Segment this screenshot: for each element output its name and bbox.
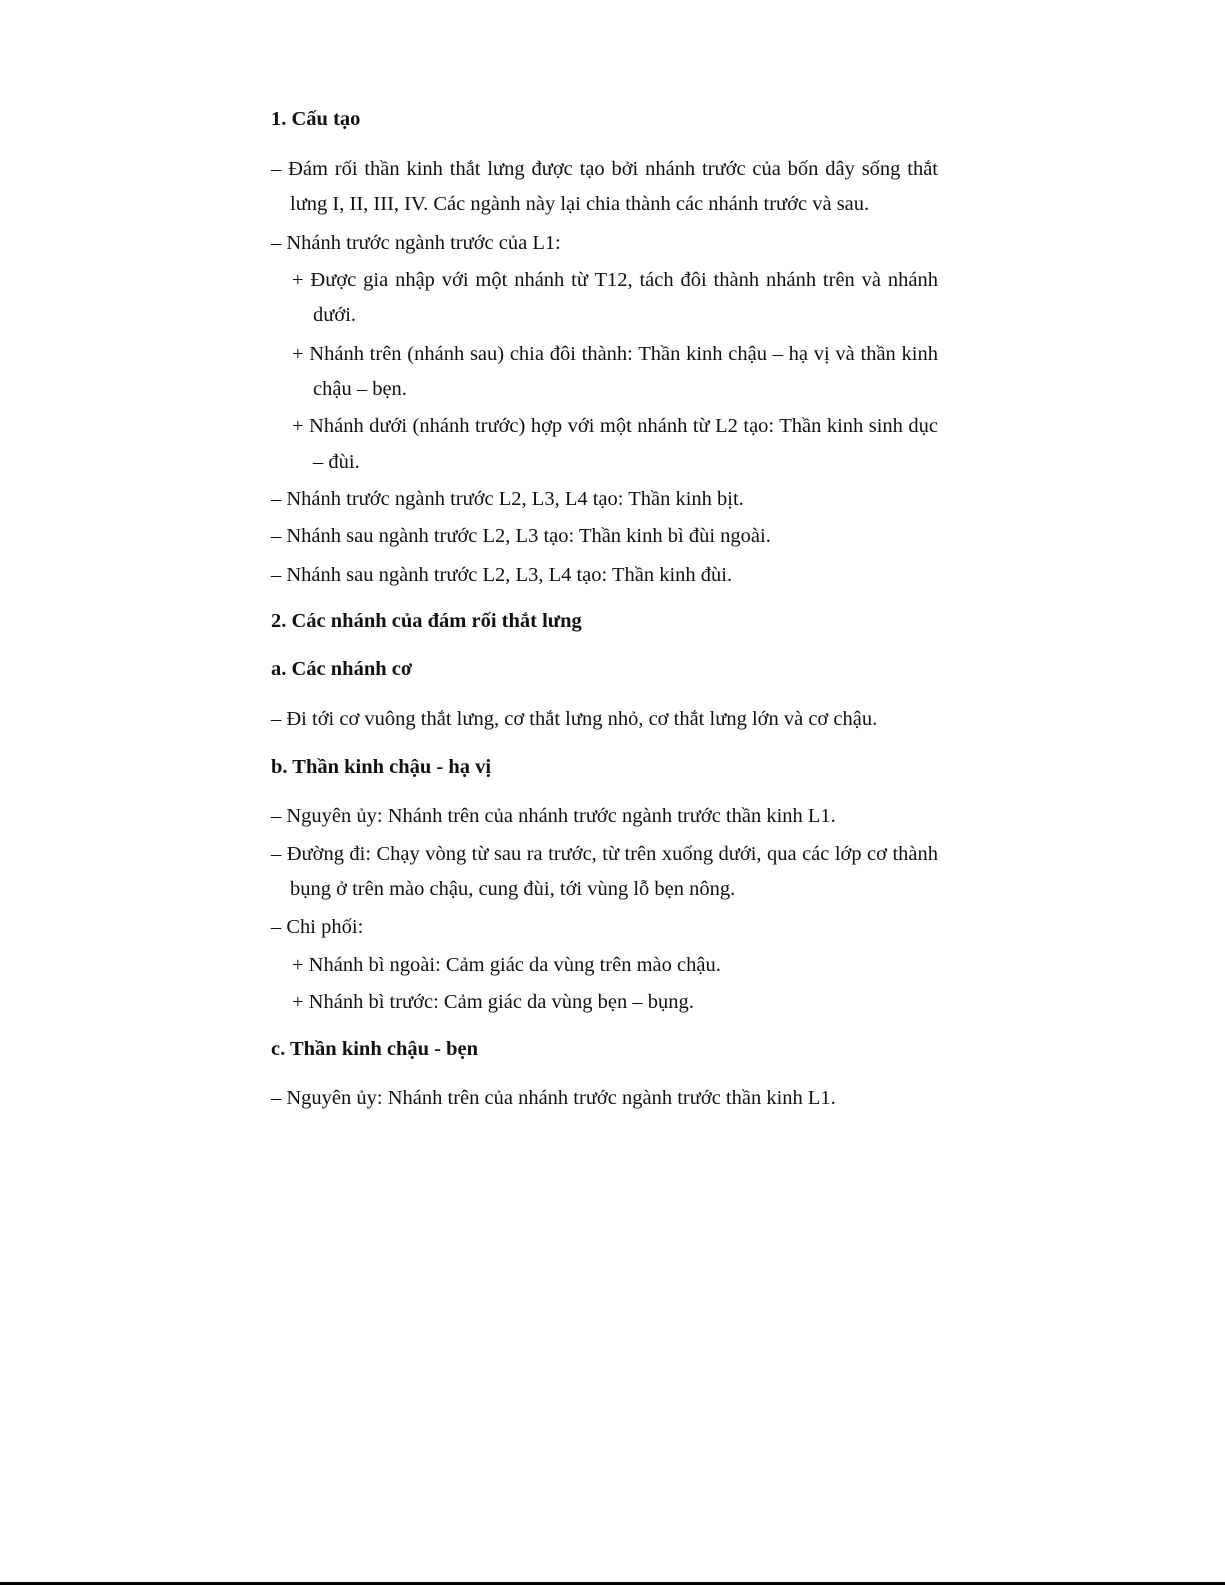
subsection-heading-chau-ha-vi: b. Thần kinh chậu - hạ vị	[271, 756, 492, 778]
paragraph-line: – Chi phối:	[271, 916, 364, 938]
paragraph-line: – Nhánh trước ngành trước của L1:	[271, 232, 561, 254]
section-heading-cac-nhanh: 2. Các nhánh của đám rối thắt lưng	[271, 610, 582, 632]
bullet-line: dưới.	[313, 304, 357, 326]
bullet-line: + Nhánh bì trước: Cảm giác da vùng bẹn – bụng.	[292, 991, 694, 1013]
subsection-heading-chau-ben: c. Thần kinh chậu - bẹn	[271, 1038, 478, 1060]
paragraph-line: – Đám rối thần kinh thắt lưng được tạo bởi nhánh trước của bốn dây sống thắt	[271, 158, 938, 180]
bullet-line: + Nhánh trên (nhánh sau) chia đôi thành: Thần kinh chậu – hạ vị và thần kinh	[292, 343, 938, 365]
subsection-heading-nhanh-co: a. Các nhánh cơ	[271, 658, 413, 680]
paragraph-line: – Nhánh sau ngành trước L2, L3 tạo: Thần kinh bì đùi ngoài.	[271, 525, 771, 547]
bullet-line: + Nhánh dưới (nhánh trước) hợp với một nhánh từ L2 tạo: Thần kinh sinh dục	[292, 415, 938, 437]
bullet-line: + Nhánh bì ngoài: Cảm giác da vùng trên mào chậu.	[292, 954, 721, 976]
section-heading-cau-tao: 1. Cấu tạo	[271, 108, 361, 130]
paragraph-line: – Đường đi: Chạy vòng từ sau ra trước, từ trên xuống dưới, qua các lớp cơ thành	[271, 843, 938, 865]
paragraph-line: – Đi tới cơ vuông thắt lưng, cơ thắt lưng nhỏ, cơ thắt lưng lớn và cơ chậu.	[271, 708, 878, 730]
paragraph-line: – Nhánh trước ngành trước L2, L3, L4 tạo: Thần kinh bịt.	[271, 488, 744, 510]
paragraph-line: – Nhánh sau ngành trước L2, L3, L4 tạo: Thần kinh đùi.	[271, 564, 733, 586]
paragraph-line: – Nguyên ủy: Nhánh trên của nhánh trước ngành trước thần kinh L1.	[271, 1087, 836, 1109]
bullet-line: – đùi.	[313, 451, 360, 473]
paragraph-line: – Nguyên ủy: Nhánh trên của nhánh trước ngành trước thần kinh L1.	[271, 805, 836, 827]
paragraph-line: bụng ở trên mào chậu, cung đùi, tới vùng lỗ bẹn nông.	[290, 878, 736, 900]
paragraph-line: lưng I, II, III, IV. Các ngành này lại chia thành các nhánh trước và sau.	[290, 193, 870, 215]
bullet-line: + Được gia nhập với một nhánh từ T12, tách đôi thành nhánh trên và nhánh	[292, 269, 938, 291]
bullet-line: chậu – bẹn.	[313, 378, 407, 400]
